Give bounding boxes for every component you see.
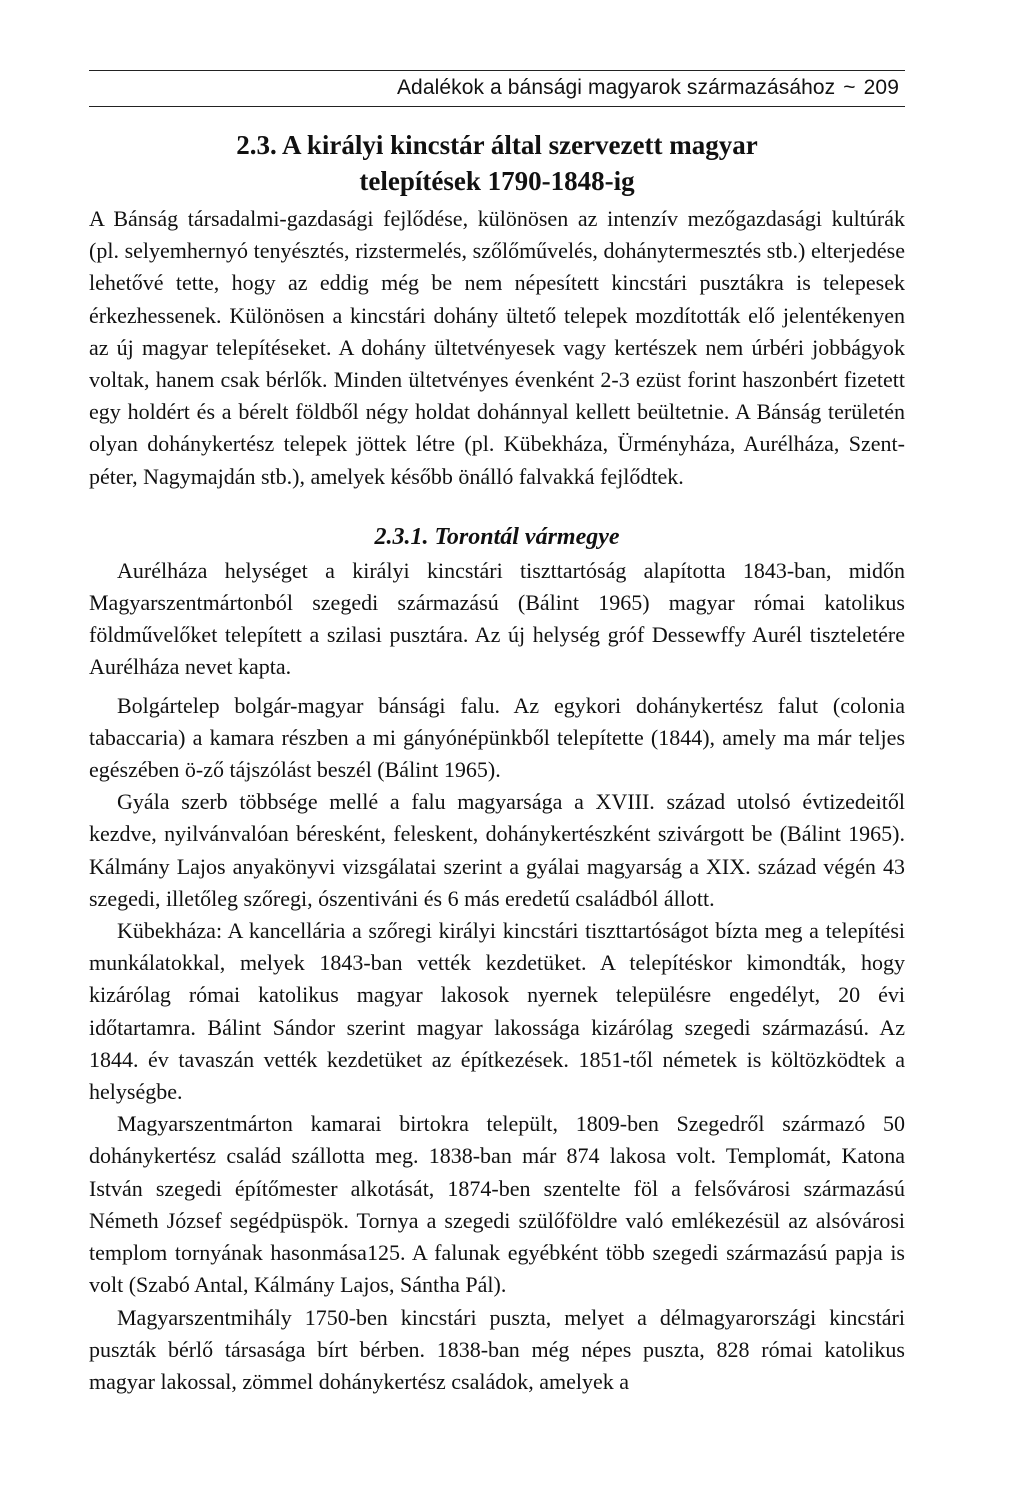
header-top-rule (89, 70, 905, 71)
paragraph-magyarszentmihaly: Magyarszentmihály 1750-ben kincstári puszta, melyet a délmagyarországi kincstári puszták bérlő társasága bírt bérben. 1838-ban még népes puszta, 828 római katolikus magyar lakossal, zömmel dohánykertész családok, amelyek a (89, 1304, 905, 1394)
running-head-separator: ~ (843, 76, 856, 99)
paragraph-kubekhaza: Kübekháza: A kancellária a szőregi királyi kincstári tiszttartóságot bízta meg a telepítési munkálatokkal, melyek 1843-ban vették kezdetüket. A telepítéskor kimondták, hogy kizárólag római katolikus magyar lakosok nyernek településre engedélyt, 20 évi időtartamra. Bálint Sándor szerint magyar lakossága kizárólag szegedi származású. Az 1844. év tavaszán vették kezdetüket az építkezések. 1851-től németek is költözködtek a helységbe. (89, 918, 905, 1105)
paragraph-bolgartelep: Bolgártelep bolgár-magyar bánsági falu. Az egykori dohánykertész falut (colonia tabaccaria) a kamara részben a mi gányónépünkből telepítette (1844), amely ma már teljes egészében ö-ző tájszólást beszél (Bálint 1965). (89, 692, 905, 783)
paragraph-gyala: Gyála szerb többsége mellé a falu magyarsága a XVIII. század utolsó évtizedeitől kezdve, nyilvánvalóan béresként, feleskent, dohánykertészként szivárgott be (Bálint 1965). Kálmány Lajos anyakönyvi vizsgálatai szerint a gyálai magyarság a XIX. század végén 43 szegedi, illetőleg szőregi, ószentiváni és 6 más eredetű családból állott. (89, 789, 905, 911)
section-heading (89, 127, 905, 199)
subsection-heading: 2.3.1. Torontál vármegye (374, 523, 620, 550)
paragraph-magyarszentmarton: Magyarszentmárton kamarai birtokra települt, 1809-ben Szegedről származó 50 dohánykertész család szállotta meg. 1838-ban már 874 lakosa volt. Templomát, Katona István szegedi építőmester alkotását, 1874-ben szentelte föl a felsővárosi származású Németh József segédpüspök. Tornya a szegedi szülőföldre való emlékezésül az alsóvárosi templom tornyának hasonmása125. A falunak egyébként több szegedi származású papja is volt (Szabó Antal, Kálmány Lajos, Sántha Pál). (89, 1111, 905, 1298)
running-head-title: Adalékok a bánsági magyarok származásához (396, 76, 836, 99)
page (89, 70, 905, 1398)
page-number: 209 (863, 76, 899, 99)
section-intro-paragraph: A Bánság társadalmi-gazdasági fejlődése, különösen az intenzív mezőgazdasági kultúrák (pl. selyemhernyó tenyésztés, rizstermelés, szőlőművelés, dohánytermesztés stb.) elterjedése lehetővé tette, hogy az eddig még be nem népesített kincstári pusztákra is telepesek érkezhessenek. Különösen a kincstári dohány ültető telepek mozdították elő jelentékenyen az új magyar telepítéseket. A dohány ültetvényesek vagy kertészek nem úrbéri jobbágyok voltak, hanem csak bérlők. Minden ültetvényes évenként 2-3 ezüst forint haszonbért fizetett egy holdért és a bérelt földből négy holdat dohánnyal kellett beültetnie. A Bánság területén olyan dohánykertész telepek jöttek létre (pl. Kübekháza, Ürményháza, Aurélháza, Szentpéter, Nagymajdán stb.), amelyek később önálló falvakká fejlődtek. (89, 206, 905, 489)
running-head (89, 73, 905, 107)
paragraph-aurelhaza: Aurélháza helységet a királyi kincstári tiszttartóság alapította 1843-ban, midőn Magyarszentmártonból szegedi származású (Bálint 1965) magyar római katolikus földművelőket telepített a szilasi pusztára. Az új helység gróf Dessewffy Aurél tiszteletére Aurélháza nevet kapta. (89, 557, 905, 680)
section-heading-line-2: telepítések 1790-1848-ig (359, 166, 635, 196)
section-heading-line-1: 2.3. A királyi kincstár által szervezett magyar (236, 130, 758, 160)
